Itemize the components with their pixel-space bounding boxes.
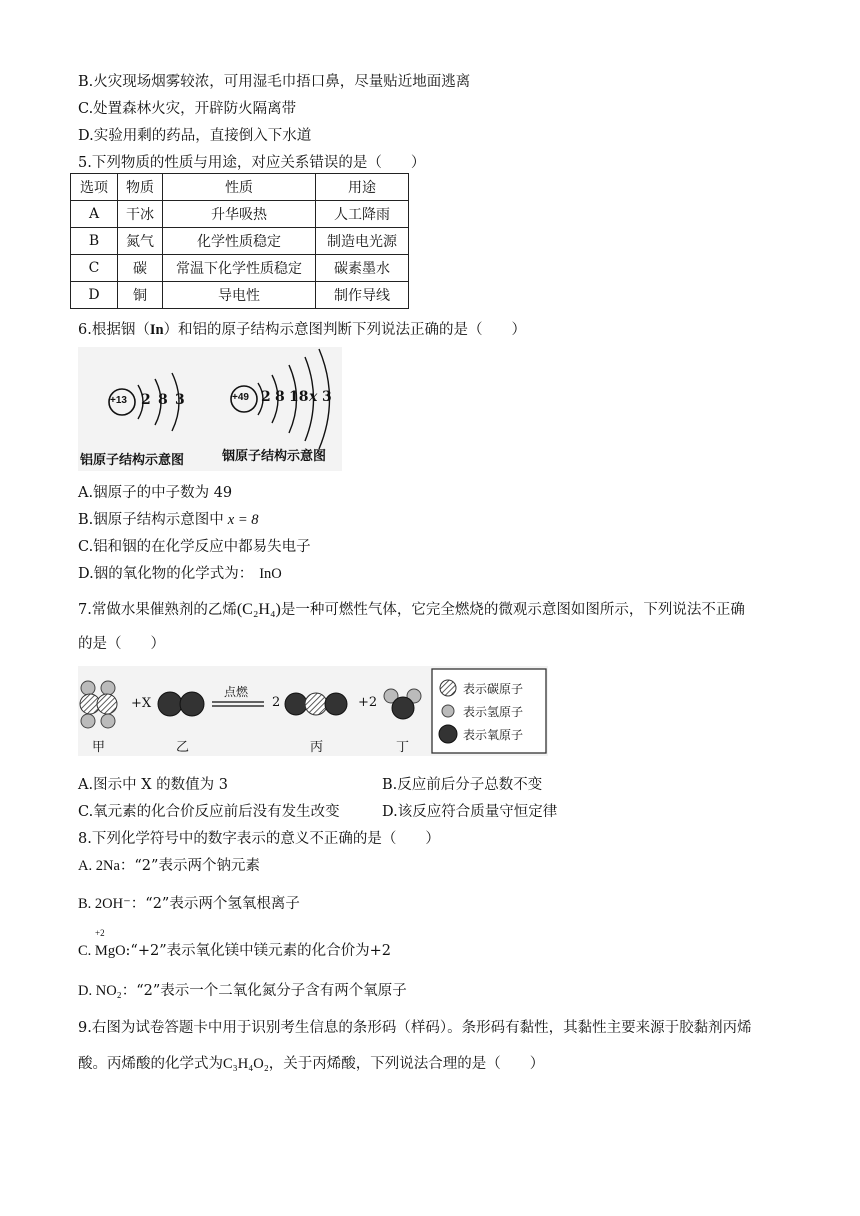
question-7 bbox=[78, 598, 745, 619]
table-header: 性质 bbox=[163, 174, 316, 201]
al-caption: 铝原子结构示意图 bbox=[80, 453, 185, 468]
al-nucleus-label: +13 bbox=[110, 395, 127, 406]
q7-option-d: D.该反应符合质量守恒定律 bbox=[382, 804, 558, 820]
indium-symbol: In bbox=[149, 322, 164, 338]
question-9-line2 bbox=[78, 1052, 544, 1073]
table-cell: C bbox=[71, 255, 118, 282]
in-caption: 铟原子结构示意图 bbox=[222, 449, 327, 464]
q7-text: 7.常做水果催熟剂的乙烯 bbox=[78, 602, 237, 618]
acrylic-acid-formula: C₃H₄O₂ bbox=[223, 1056, 269, 1072]
molecule-label: 甲 bbox=[92, 740, 106, 755]
option-b-fire: B.火灾现场烟雾较浓，可用湿毛巾捂口鼻，尽量贴近地面逃离 bbox=[78, 74, 471, 90]
atom-structure-figure bbox=[78, 347, 342, 471]
table-cell: 制作导线 bbox=[316, 282, 409, 309]
condition-label: 点燃 bbox=[224, 685, 249, 699]
table-cell: 氮气 bbox=[118, 228, 163, 255]
q7-option-a: A.图示中 X 的数值为 3 bbox=[78, 777, 228, 793]
q6d-text: D.铟的氧化物的化学式为： bbox=[78, 566, 254, 582]
property-use-table bbox=[70, 173, 409, 309]
q6b-text: B.铟原子结构示意图中 bbox=[78, 512, 224, 528]
q6-option-a: A.铟原子的中子数为 49 bbox=[78, 485, 233, 501]
table-row bbox=[71, 201, 409, 228]
table-header: 用途 bbox=[316, 174, 409, 201]
q8-option-d bbox=[78, 979, 407, 1000]
question-6 bbox=[78, 318, 526, 339]
q8-option-c bbox=[78, 939, 391, 960]
ethylene-formula: (C₂H₄) bbox=[236, 601, 281, 618]
al-shell: 3 bbox=[175, 392, 185, 408]
table-cell: 制造电光源 bbox=[316, 228, 409, 255]
q8a-text: ：“2”表示两个钠元素 bbox=[119, 858, 260, 874]
question-7-line2: 的是（ ） bbox=[78, 636, 165, 652]
table-cell: 升华吸热 bbox=[163, 201, 316, 228]
table-cell: B bbox=[71, 228, 118, 255]
table-header: 物质 bbox=[118, 174, 163, 201]
q6d-formula: InO bbox=[259, 566, 282, 582]
coefficient-label: 2 bbox=[272, 695, 281, 710]
legend-hydrogen: 表示氢原子 bbox=[463, 705, 524, 719]
table-header-row bbox=[71, 174, 409, 201]
q8c-valence: +2 bbox=[95, 928, 105, 938]
molecule-label: 丁 bbox=[396, 740, 410, 755]
in-shell: 8 bbox=[275, 389, 285, 405]
q8-option-a bbox=[78, 854, 260, 875]
table-row bbox=[71, 228, 409, 255]
question-5: 5.下列物质的性质与用途，对应关系错误的是（ ） bbox=[78, 155, 426, 171]
question-9-line1: 9.右图为试卷答题卡中用于识别考生信息的条形码（样码）。条形码有黏性，其黏性主要来源于胶黏剂丙烯 bbox=[78, 1020, 752, 1036]
table-cell: 碳 bbox=[118, 255, 163, 282]
in-shell: x bbox=[309, 389, 318, 405]
q7-option-c: C.氧元素的化合价反应前后没有发生改变 bbox=[78, 804, 340, 820]
table-row bbox=[71, 255, 409, 282]
q7-text: 是一种可燃性气体，它完全燃烧的微观示意图如图所示，下列说法不正确 bbox=[280, 602, 745, 618]
question-8: 8.下列化学符号中的数字表示的意义不正确的是（ ） bbox=[78, 831, 440, 847]
molecule-label: 乙 bbox=[176, 740, 190, 755]
plus-two-label: +2 bbox=[358, 695, 378, 710]
al-shell: 8 bbox=[158, 392, 168, 408]
q6-option-d bbox=[78, 562, 282, 583]
in-nucleus-label: +49 bbox=[232, 392, 249, 403]
q6-text: 6.根据铟（ bbox=[78, 322, 150, 338]
table-cell: 人工降雨 bbox=[316, 201, 409, 228]
in-shell: 3 bbox=[322, 389, 332, 405]
q9-text: ，关于丙烯酸，下列说法合理的是（ ） bbox=[268, 1056, 545, 1072]
table-cell: 铜 bbox=[118, 282, 163, 309]
table-row bbox=[71, 282, 409, 309]
table-cell: 化学性质稳定 bbox=[163, 228, 316, 255]
option-c-forest: C.处置森林火灾，开辟防火隔离带 bbox=[78, 101, 297, 117]
table-cell: 干冰 bbox=[118, 201, 163, 228]
plus-x-label: +X bbox=[131, 696, 152, 711]
q8c-text: :“+2”表示氧化镁中镁元素的化合价为+2 bbox=[125, 943, 392, 959]
q9-text: 酸。丙烯酸的化学式为 bbox=[78, 1056, 223, 1072]
table-cell: 碳素墨水 bbox=[316, 255, 409, 282]
legend-oxygen: 表示氧原子 bbox=[463, 728, 524, 742]
table-cell: A bbox=[71, 201, 118, 228]
q8d-text: ：“2”表示一个二氧化氮分子含有两个氧原子 bbox=[121, 983, 407, 999]
q6-text: ）和铝的原子结构示意图判断下列说法正确的是（ ） bbox=[163, 322, 527, 338]
table-cell: 导电性 bbox=[163, 282, 316, 309]
molecule-label: 丙 bbox=[310, 740, 324, 755]
table-cell: D bbox=[71, 282, 118, 309]
in-shell: 18 bbox=[289, 389, 309, 405]
table-cell: 常温下化学性质稳定 bbox=[163, 255, 316, 282]
option-d-drug: D.实验用剩的药品，直接倒入下水道 bbox=[78, 128, 312, 144]
q8a-formula: A. 2Na bbox=[78, 858, 120, 874]
q8-option-b bbox=[78, 892, 300, 913]
q6-option-c: C.铝和铟的在化学反应中都易失电子 bbox=[78, 539, 311, 555]
q7-option-b: B.反应前后分子总数不变 bbox=[382, 777, 543, 793]
table-header: 选项 bbox=[71, 174, 118, 201]
q8d-formula: D. NO₂ bbox=[78, 983, 122, 999]
q8c-formula: C. MgO bbox=[78, 943, 126, 959]
legend-carbon: 表示碳原子 bbox=[463, 682, 524, 696]
al-shell: 2 bbox=[141, 392, 151, 408]
q8b-text: ：“2”表示两个氢氧根离子 bbox=[130, 896, 300, 912]
in-shell: 2 bbox=[261, 389, 271, 405]
q6b-equation: x = 8 bbox=[227, 512, 259, 528]
combustion-micro-figure bbox=[78, 666, 548, 756]
q8b-formula: B. 2OH⁻ bbox=[78, 896, 131, 912]
q6-option-b bbox=[78, 508, 259, 529]
